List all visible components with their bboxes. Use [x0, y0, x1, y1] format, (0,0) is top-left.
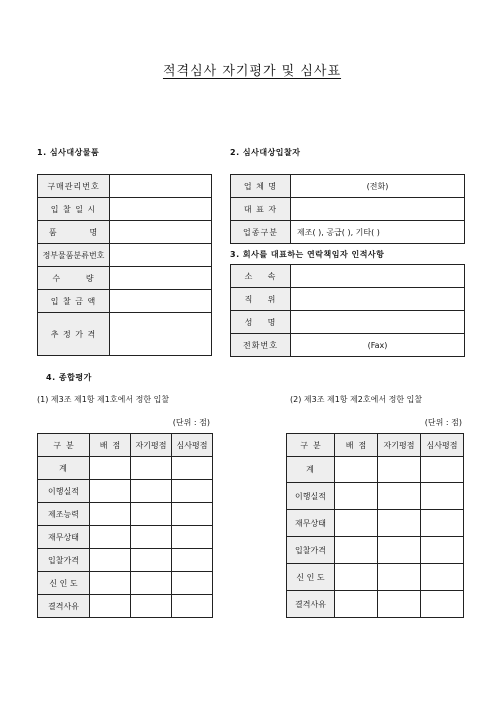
input-cell[interactable] [110, 244, 212, 267]
table-row [287, 483, 464, 510]
row-label: 입찰가격 [38, 549, 90, 572]
score-cell[interactable] [421, 591, 464, 618]
section2-heading: 2. 심사대상입찰자 [230, 148, 301, 157]
score-cell[interactable] [335, 537, 378, 564]
table-row [287, 564, 464, 591]
row-label: 직 위 [231, 288, 291, 311]
table-row [38, 290, 212, 313]
table-row [38, 595, 213, 618]
score-cell[interactable] [131, 480, 172, 503]
row-label: 입 찰 금 액 [38, 290, 110, 313]
row-label: 계 [38, 457, 90, 480]
right-eval-table [286, 433, 464, 618]
score-cell[interactable] [131, 457, 172, 480]
row-label: 소 속 [231, 265, 291, 288]
score-cell[interactable] [172, 480, 213, 503]
input-cell[interactable] [291, 288, 465, 311]
section3-heading: 3. 회사를 대표하는 연락책임자 인적사항 [230, 250, 385, 259]
table-row [38, 244, 212, 267]
table-row [38, 198, 212, 221]
score-cell[interactable] [378, 510, 421, 537]
score-cell[interactable] [335, 457, 378, 483]
left-unit-note: (단위 : 점) [172, 418, 210, 427]
column-header: 심사평점 [421, 434, 464, 457]
phone-fax-cell[interactable]: (Fax) [291, 334, 465, 357]
column-header: 자기평점 [378, 434, 421, 457]
score-cell[interactable] [335, 483, 378, 510]
score-cell[interactable] [378, 483, 421, 510]
row-label: 입 찰 일 시 [38, 198, 110, 221]
table-row [231, 265, 465, 288]
score-cell[interactable] [131, 526, 172, 549]
score-cell[interactable] [131, 595, 172, 618]
company-phone-cell[interactable]: (전화) [291, 175, 465, 198]
input-cell[interactable] [110, 313, 212, 356]
score-cell[interactable] [421, 510, 464, 537]
row-label: 업종구분 [231, 221, 291, 244]
row-label: 수 량 [38, 267, 110, 290]
row-label: 대 표 자 [231, 198, 291, 221]
column-header: 구 분 [287, 434, 335, 457]
right-unit-note: (단위 : 점) [424, 418, 462, 427]
input-cell[interactable] [291, 265, 465, 288]
score-cell[interactable] [335, 510, 378, 537]
score-cell[interactable] [172, 526, 213, 549]
row-label: 재무상태 [287, 510, 335, 537]
bidder-table [230, 174, 465, 244]
row-label: 신 인 도 [38, 572, 90, 595]
row-label: 성 명 [231, 311, 291, 334]
score-cell[interactable] [131, 549, 172, 572]
row-label: 정부물품분류번호 [38, 244, 110, 267]
table-row [231, 221, 465, 244]
score-cell[interactable] [378, 457, 421, 483]
score-cell[interactable] [421, 483, 464, 510]
score-cell[interactable] [421, 457, 464, 483]
table-row [38, 221, 212, 244]
row-label: 계 [287, 457, 335, 483]
score-cell[interactable] [378, 537, 421, 564]
section4-heading: 4. 종합평가 [46, 373, 92, 382]
page-title: 적격심사 자기평가 및 심사표 [162, 64, 342, 79]
left-eval-table [37, 433, 213, 618]
score-cell[interactable] [172, 549, 213, 572]
score-cell[interactable] [131, 572, 172, 595]
score-cell[interactable] [131, 503, 172, 526]
input-cell[interactable] [110, 198, 212, 221]
input-cell[interactable] [110, 290, 212, 313]
table-row [231, 311, 465, 334]
input-cell[interactable] [110, 221, 212, 244]
row-label: 결격사유 [287, 591, 335, 618]
score-cell[interactable] [90, 526, 131, 549]
score-cell[interactable] [172, 595, 213, 618]
table-row [231, 334, 465, 357]
row-label: 업 체 명 [231, 175, 291, 198]
row-label: 품 명 [38, 221, 110, 244]
row-label: 제조능력 [38, 503, 90, 526]
row-label: 결격사유 [38, 595, 90, 618]
column-header: 배 점 [335, 434, 378, 457]
column-header: 자기평점 [131, 434, 172, 457]
table-row [38, 503, 213, 526]
input-cell[interactable] [110, 267, 212, 290]
row-label: 구매관리번호 [38, 175, 110, 198]
table-row [38, 175, 212, 198]
table-row [231, 175, 465, 198]
score-cell[interactable] [90, 595, 131, 618]
score-cell[interactable] [378, 564, 421, 591]
row-label: 이행실적 [38, 480, 90, 503]
row-label: 입찰가격 [287, 537, 335, 564]
score-cell[interactable] [172, 503, 213, 526]
target-item-table [37, 174, 212, 356]
contact-person-table [230, 264, 465, 357]
score-cell[interactable] [90, 480, 131, 503]
table-row [38, 313, 212, 356]
row-label: 추 정 가 격 [38, 313, 110, 356]
table-header-row [287, 434, 464, 457]
score-cell[interactable] [90, 503, 131, 526]
table-row [38, 457, 213, 480]
section1-heading: 1. 심사대상물품 [37, 148, 100, 157]
table-row [38, 549, 213, 572]
representative-cell[interactable] [291, 198, 465, 221]
table-row [231, 198, 465, 221]
score-cell[interactable] [90, 457, 131, 480]
row-label: 이행실적 [287, 483, 335, 510]
table-row [38, 480, 213, 503]
right-eval-caption: (2) 제3조 제1항 제2호에서 정한 입찰 [290, 395, 423, 404]
column-header: 배 점 [90, 434, 131, 457]
column-header: 심사평점 [172, 434, 213, 457]
score-cell[interactable] [421, 537, 464, 564]
business-type-cell[interactable]: 제조( ), 공급( ), 기타( ) [291, 221, 465, 244]
table-row [287, 510, 464, 537]
row-label: 신 인 도 [287, 564, 335, 591]
table-row [287, 591, 464, 618]
table-row [287, 537, 464, 564]
column-header: 구 분 [38, 434, 90, 457]
table-row [38, 526, 213, 549]
score-cell[interactable] [90, 572, 131, 595]
table-row [287, 457, 464, 483]
score-cell[interactable] [335, 564, 378, 591]
score-cell[interactable] [421, 564, 464, 591]
table-row [38, 267, 212, 290]
input-cell[interactable] [110, 175, 212, 198]
score-cell[interactable] [172, 572, 213, 595]
score-cell[interactable] [172, 457, 213, 480]
score-cell[interactable] [90, 549, 131, 572]
score-cell[interactable] [378, 591, 421, 618]
input-cell[interactable] [291, 311, 465, 334]
score-cell[interactable] [335, 591, 378, 618]
left-eval-caption: (1) 제3조 제1항 제1호에서 정한 입찰 [37, 395, 170, 404]
row-label: 재무상태 [38, 526, 90, 549]
row-label: 전화번호 [231, 334, 291, 357]
table-header-row [38, 434, 213, 457]
table-row [231, 288, 465, 311]
table-row [38, 572, 213, 595]
